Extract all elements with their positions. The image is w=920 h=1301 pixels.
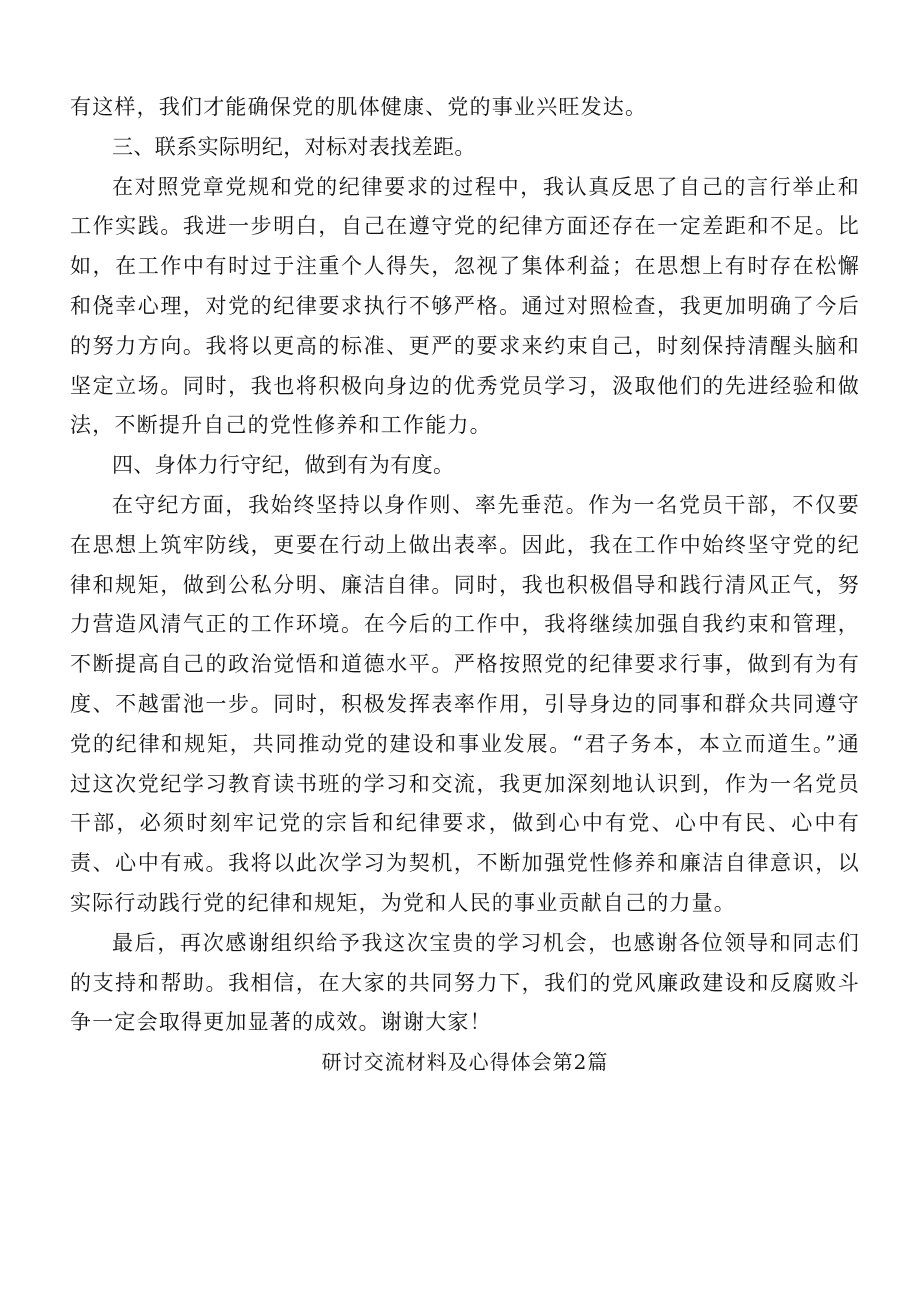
document-page bbox=[70, 88, 860, 1083]
section-3-paragraph: 在对照党章党规和党的纪律要求的过程中，我认真反思了自己的言行举止和工作实践。我进一步明白，自己在遵守党的纪律方面还存在一定差距和不足。比如，在工作中有时过于注重个人得失，忽视了集体利益；在思想上有时存在松懈和侥幸心理，对党的纪律要求执行不够严格。通过对照检查，我更加明确了今后的努力方向。我将以更高的标准、更严的要求来约束自己，时刻保持清醒头脑和坚定立场。同时，我也将积极向身边的优秀党员学习，汲取他们的先进经验和做法，不断提升自己的党性修养和工作能力。 bbox=[70, 174, 860, 438]
intro-paragraph-tail: 有这样，我们才能确保党的肌体健康、党的事业兴旺发达。 bbox=[70, 95, 648, 119]
section-heading-3: 三、联系实际明纪，对标对表找差距。 bbox=[112, 134, 476, 159]
closing-paragraph: 最后，再次感谢组织给予我这次宝贵的学习机会，也感谢各位领导和同志们的支持和帮助。我相信，在大家的共同努力下，我们的党风廉政建设和反腐败斗争一定会取得更加显著的成效。谢谢大家！ bbox=[70, 930, 860, 1035]
section-4-paragraph: 在守纪方面，我始终坚持以身作则、率先垂范。作为一名党员干部，不仅要在思想上筑牢防线，更要在行动上做出表率。因此，我在工作中始终坚守党的纪律和规矩，做到公私分明、廉洁自律。同时，我也积极倡导和践行清风正气，努力营造风清气正的工作环境。在今后的工作中，我将继续加强自我约束和管理，不断提高自己的政治觉悟和道德水平。严格按照党的纪律要求行事，做到有为有度、不越雷池一步。同时，积极发挥表率作用，引导身边的同事和群众共同遵守党的纪律和规矩，共同推动党的建设和事业发展。“君子务本，本立而道生。”通过这次党纪学习教育读书班的学习和交流，我更加深刻地认识到，作为一名党员干部，必须时刻牢记党的宗旨和纪律要求，做到心中有党、心中有民、心中有责、心中有戒。我将以此次学习为契机，不断加强党性修养和廉洁自律意识，以实际行动践行党的纪律和规矩，为党和人民的事业贡献自己的力量。 bbox=[70, 492, 860, 915]
section-heading-4: 四、身体力行守纪，做到有为有度。 bbox=[112, 453, 455, 478]
next-article-title: 研讨交流材料及心得体会第2篇 bbox=[321, 1050, 609, 1075]
